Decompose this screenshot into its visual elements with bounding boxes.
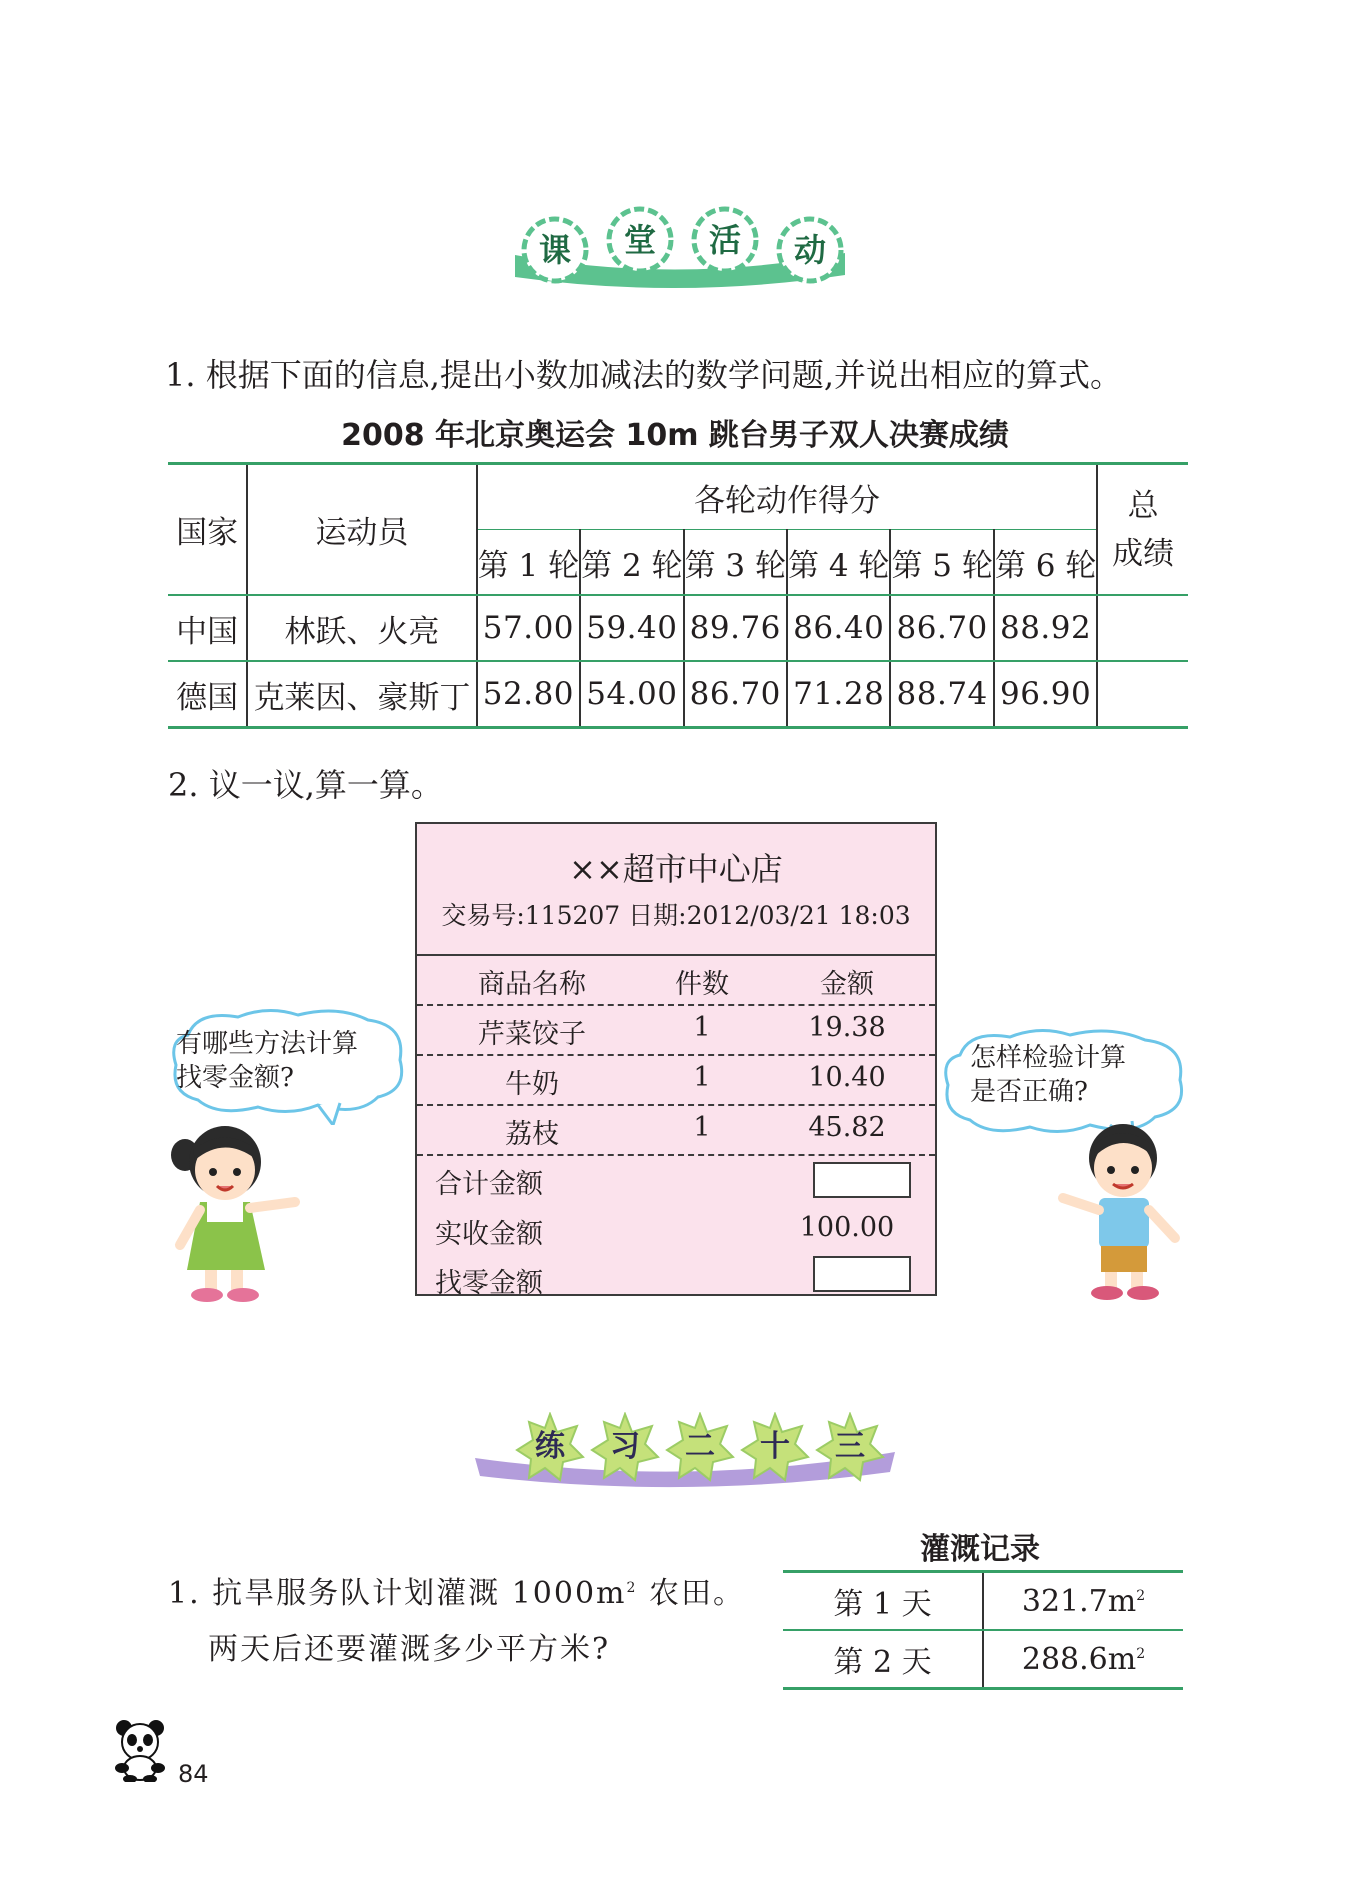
table-row — [168, 595, 1188, 661]
receipt-item-qty: 1 — [693, 1112, 711, 1143]
irrigation-table — [783, 1570, 1183, 1690]
table-row — [168, 661, 1188, 728]
receipt-divider — [417, 1154, 935, 1156]
exercise-1-line1 — [168, 1560, 745, 1622]
header-athletes: 运动员 — [247, 464, 476, 596]
row-athletes: 林跃、火亮 — [247, 595, 476, 661]
irrigation-day: 第 1 天 — [783, 1572, 983, 1631]
activity-char: 活 — [708, 221, 741, 259]
score-cell: 57.00 — [477, 595, 580, 661]
receipt-col-name: 商品名称 — [478, 969, 586, 1000]
bubble-right-line2: 是否正确? — [970, 1077, 1088, 1107]
exercise-char: 二 — [685, 1429, 715, 1464]
exercise-char: 十 — [760, 1429, 790, 1464]
header-round-3: 第 3 轮 — [684, 530, 787, 596]
receipt-total-box[interactable] — [813, 1162, 911, 1198]
receipt-divider — [417, 1004, 935, 1006]
receipt-item-name: 荔枝 — [505, 1119, 559, 1150]
bubble-left-line2: 找零金额? — [176, 1063, 294, 1093]
receipt-item-amount: 45.82 — [808, 1112, 886, 1143]
header-total-line2: 成绩 — [1112, 535, 1175, 572]
exercise-1-text — [168, 1560, 745, 1678]
exercise-char: 练 — [535, 1429, 565, 1464]
receipt-item-amount: 19.38 — [808, 1012, 886, 1043]
irrigation-table-title: 灌溉记录 — [920, 1532, 1040, 1567]
exercise-star-1 — [515, 1412, 585, 1482]
receipt-paid-value: 100.00 — [799, 1212, 895, 1243]
score-cell: 86.40 — [787, 595, 890, 661]
exercise-star-3 — [665, 1412, 735, 1482]
header-round-4: 第 4 轮 — [787, 530, 890, 596]
table-row — [783, 1572, 1183, 1631]
score-cell: 71.28 — [787, 661, 890, 728]
irrigation-value-number: 288.6m — [1021, 1641, 1137, 1677]
table-header-row — [168, 464, 1188, 530]
boy-illustration — [1055, 1118, 1190, 1303]
activity-flower-1 — [520, 215, 590, 285]
diving-table-title: 2008 年北京奥运会 10m 跳台男子双人决赛成绩 — [341, 418, 1009, 453]
header-round-2: 第 2 轮 — [580, 530, 683, 596]
receipt-item-name: 牛奶 — [505, 1069, 559, 1100]
receipt-change-label: 找零金额 — [435, 1268, 543, 1299]
exercise-char: 习 — [610, 1429, 640, 1464]
question-2-text: 2. 议一议,算一算。 — [168, 766, 443, 804]
shopping-receipt — [415, 822, 937, 1299]
exercise-star-4 — [740, 1412, 810, 1482]
superscript: 2 — [626, 1580, 638, 1596]
question-1-text: 1. 根据下面的信息,提出小数加减法的数学问题,并说出相应的算式。 — [165, 356, 1123, 394]
receipt-item-name: 芹菜饺子 — [478, 1019, 586, 1050]
activity-char: 动 — [793, 231, 826, 269]
irrigation-day: 第 2 天 — [833, 1645, 932, 1680]
exercise-header — [500, 1402, 900, 1492]
exercise-1-line2: 两天后还要灌溉多少平方米? — [208, 1632, 611, 1667]
receipt-item-qty: 1 — [693, 1062, 711, 1093]
superscript: 2 — [1136, 1645, 1146, 1662]
total-cell-empty[interactable] — [1097, 595, 1188, 661]
receipt-info: 交易号:115207 日期:2012/03/21 18:03 — [441, 901, 911, 930]
exercise-star-2 — [590, 1412, 660, 1482]
receipt-total-label: 合计金额 — [435, 1169, 543, 1200]
irrigation-value — [983, 1630, 1183, 1689]
row-athletes: 克莱因、豪斯丁 — [247, 661, 476, 728]
receipt-item-amount: 10.40 — [808, 1062, 886, 1093]
table-row — [783, 1630, 1183, 1689]
irrigation-value — [983, 1572, 1183, 1631]
bubble-right-line1: 怎样检验计算 — [970, 1043, 1127, 1073]
receipt-divider — [417, 954, 935, 956]
speech-bubble-left — [168, 1005, 408, 1125]
score-cell: 86.70 — [890, 595, 993, 661]
score-cell: 96.90 — [994, 661, 1097, 728]
diving-scores-table — [168, 462, 1188, 729]
exercise-1-line1-main: 1. 抗旱服务队计划灌溉 1000m — [168, 1576, 627, 1611]
exercise-1-line1-end: 农田。 — [637, 1576, 745, 1611]
score-cell: 88.92 — [994, 595, 1097, 661]
activity-header — [510, 205, 850, 295]
score-cell: 54.00 — [580, 661, 683, 728]
header-round-6: 第 6 轮 — [994, 530, 1097, 596]
receipt-divider — [417, 1054, 935, 1056]
header-round-1: 第 1 轮 — [477, 530, 580, 596]
activity-flower-3 — [690, 205, 760, 275]
receipt-col-qty: 件数 — [675, 969, 729, 1000]
superscript: 2 — [1136, 1587, 1146, 1604]
panda-icon — [110, 1718, 170, 1782]
score-cell: 88.74 — [890, 661, 993, 728]
score-cell: 86.70 — [684, 661, 787, 728]
score-cell: 52.80 — [477, 661, 580, 728]
row-country: 中国 — [168, 595, 247, 661]
bubble-left-line1: 有哪些方法计算 — [176, 1029, 359, 1059]
header-round-5: 第 5 轮 — [890, 530, 993, 596]
activity-flower-4 — [775, 215, 845, 285]
girl-illustration — [165, 1120, 305, 1305]
activity-flower-2 — [605, 205, 675, 275]
receipt-change-box[interactable] — [813, 1256, 911, 1292]
receipt-divider — [417, 1104, 935, 1106]
exercise-star-5 — [815, 1412, 885, 1482]
irrigation-value-number: 321.7m — [1021, 1583, 1137, 1619]
score-cell: 59.40 — [580, 595, 683, 661]
row-country: 德国 — [176, 679, 239, 716]
receipt-store-name: ××超市中心店 — [569, 850, 783, 888]
activity-char: 堂 — [623, 221, 656, 259]
receipt-paid-label: 实收金额 — [435, 1219, 543, 1250]
score-cell: 89.76 — [684, 595, 787, 661]
page-number: 84 — [178, 1760, 209, 1788]
header-total — [1097, 464, 1188, 596]
exercise-char: 三 — [835, 1429, 865, 1464]
receipt-col-amount: 金额 — [820, 969, 874, 1000]
header-country: 国家 — [168, 464, 247, 596]
header-scores: 各轮动作得分 — [477, 464, 1098, 530]
total-cell-empty[interactable] — [1097, 661, 1188, 728]
receipt-item-qty: 1 — [693, 1012, 711, 1043]
activity-char: 课 — [538, 231, 571, 269]
header-total-line1: 总 — [1127, 487, 1159, 524]
